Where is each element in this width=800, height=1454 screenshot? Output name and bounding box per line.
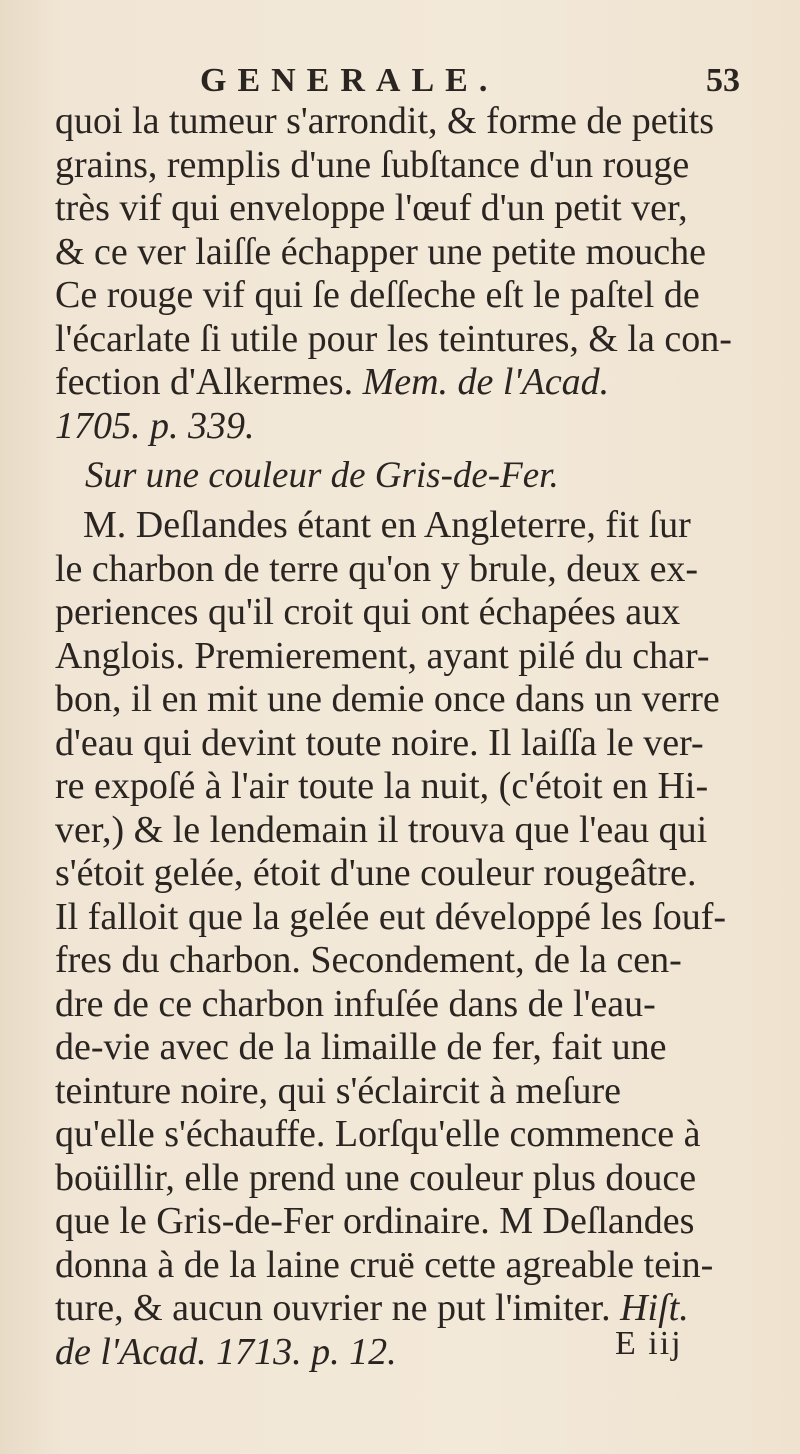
text-line — [55, 1287, 775, 1331]
page-number: 53 — [706, 62, 740, 99]
text-fragment: ture, & aucun ouvrier ne put l'imiter. — [55, 1287, 611, 1329]
text-line: teinture noire, qui s'éclaircit à meſure — [55, 1069, 622, 1112]
text-line: Ce rouge vif qui ſe deſſeche eſt le paſtel de — [55, 274, 700, 316]
text-line: grains, remplis d'une ſubſtance d'un rouge — [55, 143, 690, 186]
text-line: très vif qui enveloppe l'œuf d'un petit ver, — [55, 187, 688, 229]
body-text — [55, 100, 775, 1374]
citation-line: 1705. p. 339. — [55, 404, 255, 447]
paragraph-1 — [55, 100, 775, 448]
text-line: Il falloit que la gelée eut développé les ſouf- — [55, 895, 727, 938]
text-line — [55, 361, 775, 405]
text-line: qu'elle s'échauffe. Lorſqu'elle commence à — [55, 1113, 701, 1155]
text-line: s'étoit gelée, étoit d'une couleur rougeâtre. — [55, 852, 697, 894]
text-line: Anglois. Premierement, ayant pilé du char- — [55, 634, 710, 677]
text-line: d'eau qui devint toute noire. Il laiſſa le ver- — [55, 721, 704, 764]
section-title: Sur une couleur de Gris-de-Fer. — [85, 455, 559, 496]
text-line: ver,) & le lendemain il trouva que l'eau qui — [55, 808, 708, 851]
citation: Hiſt. — [620, 1287, 689, 1329]
signature-mark: E iij — [615, 1325, 683, 1362]
paragraph-2 — [55, 504, 775, 1374]
text-line: re expoſé à l'air toute la nuit, (c'étoit en Hi- — [55, 765, 709, 807]
text-line: dre de ce charbon infuſée dans de l'eau- — [55, 982, 656, 1025]
text-line: le charbon de terre qu'on y brule, deux ex- — [55, 547, 699, 590]
text-line: fres du charbon. Secondement, de la cen- — [55, 939, 682, 981]
text-line: boüillir, elle prend une couleur plus douce — [55, 1156, 697, 1199]
running-title: GENERALE. — [200, 62, 499, 99]
text-line: donna à de la laine cruë cette agreable tein- — [55, 1243, 714, 1286]
text-line: bon, il en mit une demie once dans un verre — [55, 678, 720, 720]
text-line: periences qu'il croit qui ont échapées aux — [55, 591, 681, 633]
text-line: l'écarlate ſi utile pour les teintures, & la con- — [55, 317, 732, 360]
text-line: M. Deſlandes étant en Angleterre, fit ſur — [83, 504, 691, 546]
text-line: & ce ver laiſſe échapper une petite mouche — [55, 230, 706, 273]
text-fragment: fection d'Alkermes. — [55, 361, 354, 403]
citation: Mem. de l'Acad. — [362, 361, 610, 403]
text-line: de-vie avec de la limaille de fer, fait une — [55, 1026, 667, 1068]
text-line: quoi la tumeur s'arrondit, & forme de petits — [55, 100, 715, 142]
text-line: que le Gris-de-Fer ordinaire. M Deſlandes — [55, 1200, 695, 1242]
citation-line: de l'Acad. 1713. p. 12. — [55, 1330, 397, 1373]
